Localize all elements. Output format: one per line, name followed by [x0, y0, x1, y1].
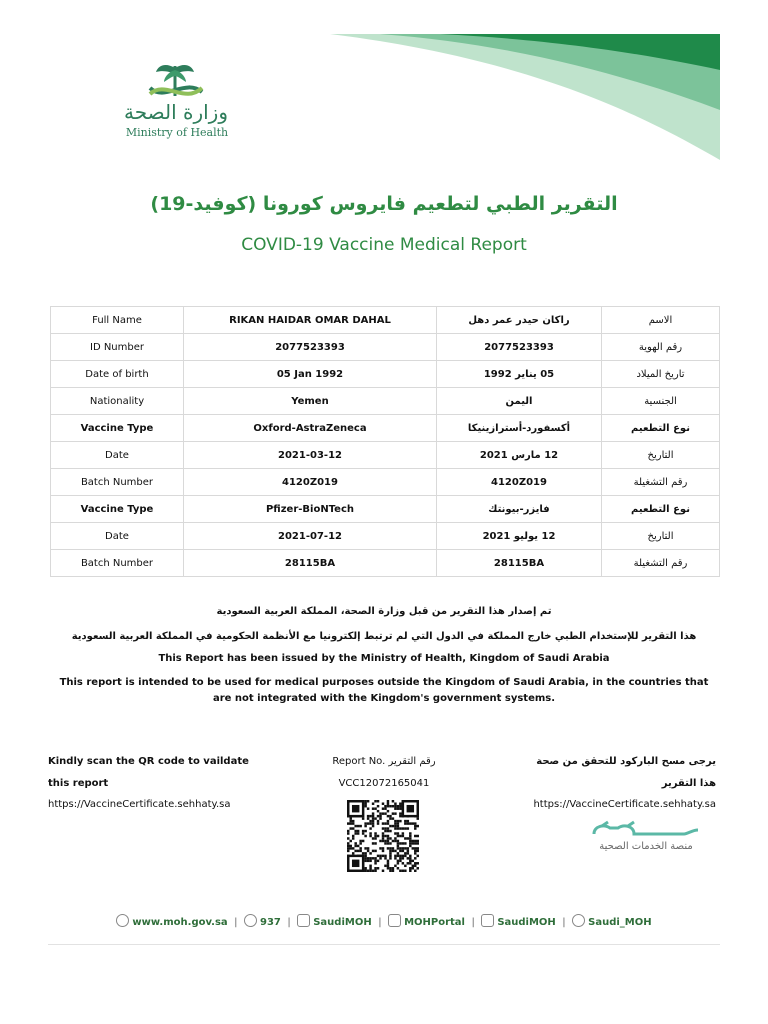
- phone-icon: [244, 914, 257, 927]
- footer-divider: [48, 944, 720, 945]
- row-label-arabic: رقم التشغيلة: [602, 469, 720, 496]
- report-title-arabic: التقرير الطبي لتطعيم فايروس كورونا (كوفيد-19): [150, 193, 618, 215]
- issued-statement-english: This Report has been issued by the Ministry of Health, Kingdom of Saudi Arabia: [158, 653, 610, 664]
- vaccine-info-table: [50, 306, 720, 577]
- verification-url-left[interactable]: https://VaccineCertificate.sehhaty.sa: [48, 799, 231, 810]
- row-label-arabic: رقم التشغيلة: [602, 550, 720, 577]
- table-row: [51, 523, 720, 550]
- row-value-arabic: فايزر-بيونتك: [437, 496, 602, 523]
- sehhaty-caption: منصة الخدمات الصحية: [599, 841, 693, 852]
- table-row: [51, 307, 720, 334]
- table-row: [51, 415, 720, 442]
- row-value-english: 28115BA: [184, 550, 437, 577]
- row-value-english: Oxford-AstraZeneca: [184, 415, 437, 442]
- row-value-english: Yemen: [184, 388, 437, 415]
- row-value-english: 05 Jan 1992: [184, 361, 437, 388]
- row-label-english: Nationality: [51, 388, 184, 415]
- youtube-channel[interactable]: MOHPortal: [404, 917, 465, 928]
- row-label-english: Vaccine Type: [51, 415, 184, 442]
- scan-instruction-english-line1: Kindly scan the QR code to vaildate: [48, 756, 249, 767]
- row-label-arabic: رقم الهوية: [602, 334, 720, 361]
- row-value-arabic: أكسفورد-أسترازينيكا: [437, 415, 602, 442]
- separator: |: [378, 917, 382, 928]
- qr-code-icon[interactable]: [347, 800, 419, 872]
- header-wave-decoration: [0, 0, 768, 200]
- separator: |: [234, 917, 238, 928]
- report-title-english: COVID-19 Vaccine Medical Report: [241, 235, 527, 255]
- table-row: [51, 496, 720, 523]
- row-value-english: RIKAN HAIDAR OMAR DAHAL: [184, 307, 437, 334]
- row-value-english: 4120Z019: [184, 469, 437, 496]
- row-label-english: Batch Number: [51, 469, 184, 496]
- scan-instruction-arabic-line1: يرجى مسح الباركود للتحقق من صحة: [536, 756, 716, 767]
- row-label-english: Vaccine Type: [51, 496, 184, 523]
- row-value-arabic: راكان حيدر عمر دهل: [437, 307, 602, 334]
- website-link[interactable]: www.moh.gov.sa: [132, 917, 228, 928]
- row-value-arabic: 4120Z019: [437, 469, 602, 496]
- row-label-english: ID Number: [51, 334, 184, 361]
- purpose-statement-english: This report is intended to be used for medical purposes outside the Kingdom of Saudi Arabia, in the countries that are not integrated with the Kingdom's government systems.: [59, 677, 709, 704]
- row-label-arabic: التاريخ: [602, 523, 720, 550]
- row-value-arabic: اليمن: [437, 388, 602, 415]
- facebook-icon: [481, 914, 494, 927]
- table-row: [51, 550, 720, 577]
- row-label-arabic: نوع التطعيم: [602, 415, 720, 442]
- row-value-english: 2077523393: [184, 334, 437, 361]
- row-label-arabic: تاريخ الميلاد: [602, 361, 720, 388]
- row-label-english: Full Name: [51, 307, 184, 334]
- row-value-arabic: 2077523393: [437, 334, 602, 361]
- phone-number[interactable]: 937: [260, 917, 281, 928]
- table-row: [51, 361, 720, 388]
- table-row: [51, 334, 720, 361]
- row-value-english: 2021-03-12: [184, 442, 437, 469]
- scan-instruction-english-line2: this report: [48, 778, 109, 789]
- row-label-arabic: نوع التطعيم: [602, 496, 720, 523]
- globe-icon: [116, 914, 129, 927]
- row-label-arabic: الجنسية: [602, 388, 720, 415]
- table-row: [51, 442, 720, 469]
- snapchat-handle[interactable]: Saudi_MOH: [588, 917, 652, 928]
- row-label-english: Date: [51, 523, 184, 550]
- table-row: [51, 388, 720, 415]
- row-value-arabic: 12 يوليو 2021: [437, 523, 602, 550]
- twitter-icon: [297, 914, 310, 927]
- row-value-arabic: 12 مارس 2021: [437, 442, 602, 469]
- social-links-bar: [0, 914, 768, 928]
- row-label-english: Date: [51, 442, 184, 469]
- snapchat-icon: [572, 914, 585, 927]
- twitter-handle[interactable]: SaudiMOH: [313, 917, 372, 928]
- row-label-arabic: التاريخ: [602, 442, 720, 469]
- purpose-statement-arabic: هذا التقرير للإستخدام الطبي خارج المملكة في الدول التي لم ترتبط إلكترونيا مع الأنظمة الحكومية في المملكة العربية السعودية: [71, 631, 697, 642]
- report-number-label: Report No. رقم التقرير: [332, 756, 436, 767]
- row-value-english: Pfizer-BioNTech: [184, 496, 437, 523]
- sehhaty-logo: [588, 818, 704, 858]
- table-row: [51, 469, 720, 496]
- scan-instruction-arabic-line2: هذا التقرير: [661, 778, 716, 789]
- row-value-arabic: 05 يناير 1992: [437, 361, 602, 388]
- facebook-handle[interactable]: SaudiMOH: [497, 917, 556, 928]
- row-value-arabic: 28115BA: [437, 550, 602, 577]
- report-number-value: VCC12072165041: [338, 778, 430, 789]
- issued-statement-arabic: تم إصدار هذا التقرير من قبل وزارة الصحة، المملكة العربية السعودية: [216, 606, 552, 617]
- row-label-english: Date of birth: [51, 361, 184, 388]
- row-label-arabic: الاسم: [602, 307, 720, 334]
- separator: |: [471, 917, 475, 928]
- separator: |: [287, 917, 291, 928]
- row-label-english: Batch Number: [51, 550, 184, 577]
- youtube-icon: [388, 914, 401, 927]
- logo-arabic-text: وزارة الصحة: [124, 100, 228, 124]
- row-value-english: 2021-07-12: [184, 523, 437, 550]
- separator: |: [562, 917, 566, 928]
- verification-url-right[interactable]: https://VaccineCertificate.sehhaty.sa: [533, 799, 716, 810]
- logo-english-text: Ministry of Health: [125, 126, 229, 139]
